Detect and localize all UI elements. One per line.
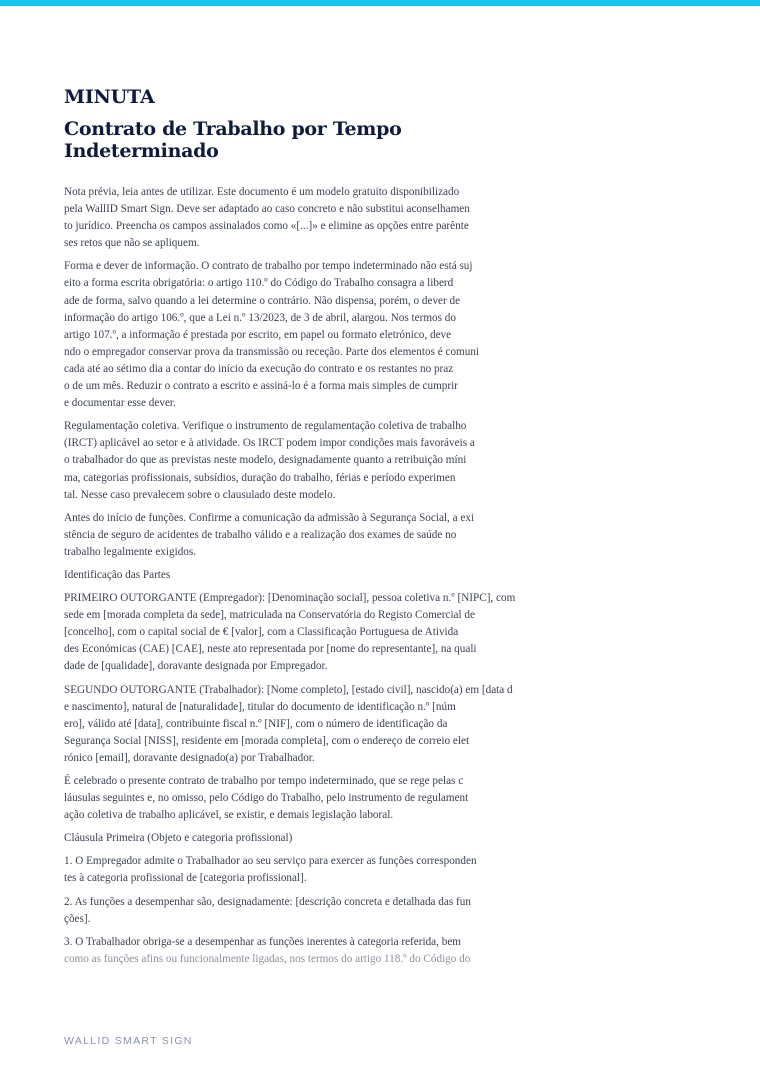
text-line: o trabalhador do que as previstas neste modelo, designadamente quanto a retribuição míni <box>64 454 467 467</box>
text-line: Cláusula Primeira (Objeto e categoria profissional) <box>64 832 293 845</box>
text-line: Identificação das Partes <box>64 568 171 581</box>
text-line: e documentar esse dever. <box>64 397 176 410</box>
paragraph <box>64 894 554 928</box>
text-line: PRIMEIRO OUTORGANTE (Empregador): [Denominação social], pessoa coletiva n.º [NIPC], com <box>64 592 516 605</box>
text-line: É celebrado o presente contrato de trabalho por tempo indeterminado, que se rege pelas c <box>64 775 464 787</box>
text-line: sede em [morada completa da sede], matriculada na Conservatória do Registo Comercial de <box>64 609 475 622</box>
text-line: 2. As funções a desempenhar são, designadamente: [descrição concreta e detalhada das fun <box>64 895 471 908</box>
text-line: trabalho legalmente exigidos. <box>64 545 197 558</box>
text-line: eito a forma escrita obrigatória: o artigo 110.º do Código do Trabalho consagra a liberd <box>64 277 454 290</box>
paragraph <box>64 567 554 584</box>
text-line: Segurança Social [NISS], residente em [morada completa], com o endereço de correio elet <box>64 734 470 747</box>
paragraph <box>64 184 554 252</box>
text-line: pela WallID Smart Sign. Deve ser adaptado ao caso concreto e não substitui aconselhamen <box>64 203 470 216</box>
text-line: tes à categoria profissional de [categoria profissional]. <box>64 872 307 885</box>
text-line: ndo o empregador conservar prova da transmissão ou receção. Parte dos elementos é comuni <box>64 345 480 358</box>
paragraph <box>64 590 554 675</box>
paragraph-list <box>64 184 554 968</box>
text-line: Nota prévia, leia antes de utilizar. Este documento é um modelo gratuito disponibilizado <box>64 186 460 198</box>
document-title: Contrato de Trabalho por Tempo Indeterminado <box>64 118 402 162</box>
text-line: rónico [email], doravante designado(a) por Trabalhador. <box>64 751 315 764</box>
paragraph <box>64 934 554 968</box>
draft-label: MINUTA <box>64 86 155 108</box>
text-line: o de um mês. Reduzir o contrato a escrito e assiná-lo é a forma mais simples de cumprir <box>64 380 458 393</box>
paragraph <box>64 682 554 767</box>
text-line: ação coletiva de trabalho aplicável, se existir, e demais legislação laboral. <box>64 809 394 822</box>
text-line: láusulas seguintes e, no omisso, pelo Código do Trabalho, pelo instrumento de regulament <box>64 792 469 805</box>
text-line: 1. O Empregador admite o Trabalhador ao seu serviço para exercer as funções corresponden <box>64 855 477 868</box>
text-line: ero], válido até [data], contribuinte fiscal n.º [NIF], com o número de identificação da <box>64 717 448 730</box>
paragraph <box>64 418 554 503</box>
text-line: informação do artigo 106.º, que a Lei n.º 13/2023, de 3 de abril, alargou. Nos termos do <box>64 311 456 324</box>
text-line: como as funções afins ou funcionalmente ligadas, nos termos do artigo 118.º do Código do <box>64 952 471 965</box>
paragraph <box>64 773 554 824</box>
top-accent-bar <box>0 0 760 6</box>
text-line: Regulamentação coletiva. Verifique o instrumento de regulamentação coletiva de trabalho <box>64 420 467 433</box>
text-line: ma, categorias profissionais, subsídios, duração do trabalho, férias e período experimen <box>64 471 456 484</box>
text-line: 3. O Trabalhador obriga-se a desempenhar as funções inerentes à categoria referida, bem <box>64 935 461 948</box>
document-body <box>64 86 554 974</box>
text-line: stência de seguro de acidentes de trabalho válido e a realização dos exames de saúde no <box>64 528 457 541</box>
text-line: (IRCT) aplicável ao setor e à atividade. Os IRCT podem impor condições mais favoráveis a <box>64 437 475 450</box>
paragraph <box>64 510 554 561</box>
text-line: cada até ao sétimo dia a contar do início da execução do contrato e os restantes no praz <box>64 362 454 375</box>
paragraph <box>64 853 554 887</box>
text-line: ções]. <box>64 912 91 925</box>
text-line: e nascimento], natural de [naturalidade], titular do documento de identificação n.º [núm <box>64 700 456 713</box>
text-line: tal. Nesse caso prevalecem sobre o clausulado deste modelo. <box>64 488 336 501</box>
text-line: to jurídico. Preencha os campos assinalados como «[...]» e elimine as opções entre parênte <box>64 220 469 233</box>
footer-brand: WALLID SMART SIGN <box>64 1035 193 1047</box>
text-line: Forma e dever de informação. O contrato de trabalho por tempo indeterminado não está suj <box>64 260 473 273</box>
paragraph <box>64 258 554 412</box>
text-line: des Económicas (CAE) [CAE], neste ato representada por [nome do representante], na quali <box>64 643 477 656</box>
text-line: Antes do início de funções. Confirme a comunicação da admissão à Segurança Social, a exi <box>64 511 475 524</box>
paragraph <box>64 830 554 847</box>
text-line: ade de forma, salvo quando a lei determine o contrário. Não dispensa, porém, o dever de <box>64 294 461 307</box>
text-line: dade de [qualidade], doravante designada por Empregador. <box>64 660 328 673</box>
text-line: artigo 107.º, a informação é prestada por escrito, em papel ou formato eletrónico, deve <box>64 328 452 341</box>
text-line: SEGUNDO OUTORGANTE (Trabalhador): [Nome completo], [estado civil], nascido(a) em [data d <box>64 683 513 696</box>
text-line: ses retos que não se apliquem. <box>64 237 200 250</box>
text-line: [concelho], com o capital social de € [valor], com a Classificação Portuguesa de Ativida <box>64 626 459 639</box>
